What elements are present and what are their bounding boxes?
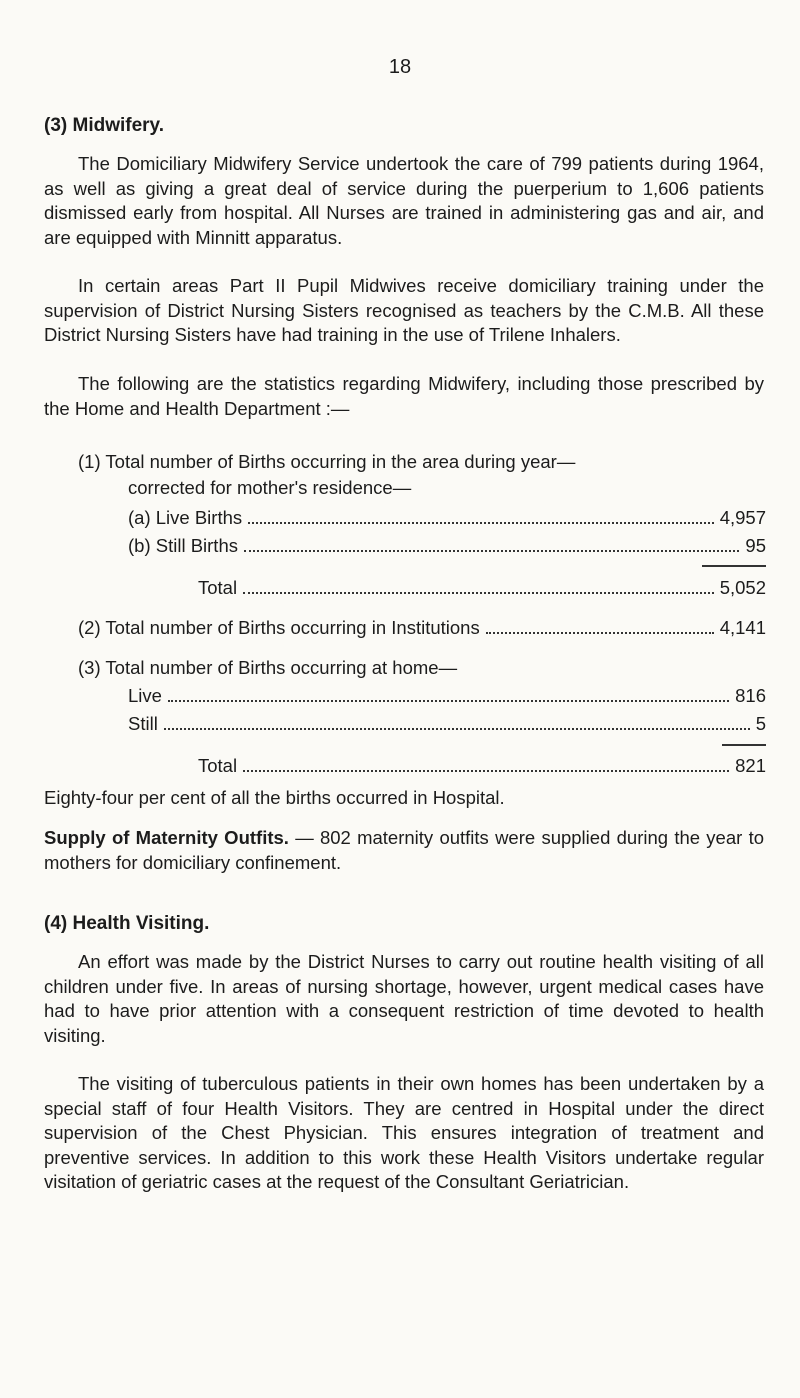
supply-paragraph (44, 826, 764, 875)
stat-item-3-line: (3) Total number of Births occurring at home— (78, 657, 458, 678)
dot-leader (164, 728, 750, 730)
paragraph-text: The following are the statistics regarding Midwifery, including those prescribed by the Home and Health Department :— (44, 373, 764, 419)
midwifery-paragraph-3 (44, 372, 764, 421)
dot-leader (248, 522, 714, 524)
paragraph-text: The Domiciliary Midwifery Service undertook the care of 799 patients during 1964, as well as giving a great deal of service during the puerperium to 1,606 patients dismissed early from hospital. All Nurses are trained in administering gas and air, and are equipped with Minnitt apparatus. (44, 153, 764, 248)
midwifery-heading: (3) Midwifery. (44, 115, 164, 136)
stat-label: Still (128, 713, 158, 734)
stat-live-births (128, 506, 766, 530)
stat-label: (2) Total number of Births occurring in Institutions (78, 617, 480, 638)
stat-item-1-line-1: (1) Total number of Births occurring in the area during year— (78, 451, 576, 472)
stat-value: 4,141 (719, 617, 766, 638)
dot-leader (243, 592, 714, 594)
paragraph-text: Eighty-four per cent of all the births occurred in Hospital. (44, 787, 505, 808)
stat-home-still (128, 712, 766, 736)
midwifery-paragraph-1 (44, 152, 764, 250)
health-visiting-heading: (4) Health Visiting. (44, 913, 210, 934)
health-visiting-paragraph-2 (44, 1072, 764, 1195)
stat-home-live (128, 684, 766, 708)
stat-value: 5,052 (719, 577, 766, 598)
dot-leader (168, 700, 729, 702)
dot-leader (244, 550, 739, 552)
stat-item-1-line-2: corrected for mother's residence— (128, 477, 412, 498)
page-number: 18 (388, 56, 412, 78)
stat-value: 4,957 (719, 507, 766, 528)
sum-rule (702, 565, 766, 567)
dot-leader (486, 632, 714, 634)
stat-label: (a) Live Births (128, 507, 243, 528)
stat-label: (b) Still Births (128, 535, 238, 556)
stat-value: 821 (735, 755, 766, 776)
stat-label: Live (128, 685, 162, 706)
stat-value: 5 (755, 713, 766, 734)
stat-total-births (198, 576, 766, 600)
stat-value: 816 (735, 685, 766, 706)
supply-text: — 802 maternity outfits were supplied during the year to mothers for domiciliary confinement. (44, 827, 764, 873)
hospital-note (44, 786, 764, 811)
paragraph-text: In certain areas Part II Pupil Midwives receive domiciliary training under the supervision of District Nursing Sisters recognised as teachers by the C.M.B. All these District Nursing Sisters have had training in the use of Trilene Inhalers. (44, 275, 764, 346)
stat-institution-births (78, 616, 766, 640)
sum-rule (722, 744, 766, 746)
paragraph-text: The visiting of tuberculous patients in their own homes has been undertaken by a special staff of four Health Visitors. They are centred in Hospital under the direct supervision of the Chest Physician. This ensures integration of treatment and preventive services. In addition to this work these Health Visitors undertake regular visitation of geriatric cases at the request of the Consultant Geriatrician. (44, 1073, 764, 1193)
dot-leader (243, 770, 729, 772)
stat-label: Total (198, 577, 238, 598)
health-visiting-paragraph-1 (44, 950, 764, 1048)
stat-still-births (128, 534, 766, 558)
stat-home-total (198, 754, 766, 778)
stat-label: Total (198, 755, 238, 776)
supply-runin-heading: Supply of Maternity Outfits. (44, 827, 289, 848)
paragraph-text: An effort was made by the District Nurses to carry out routine health visiting of all children under five. In areas of nursing shortage, however, urgent medical cases have had to have prior attention with a consequent restriction of time devoted to health visiting. (44, 951, 764, 1046)
midwifery-paragraph-2 (44, 274, 764, 348)
stat-value: 95 (745, 535, 766, 556)
